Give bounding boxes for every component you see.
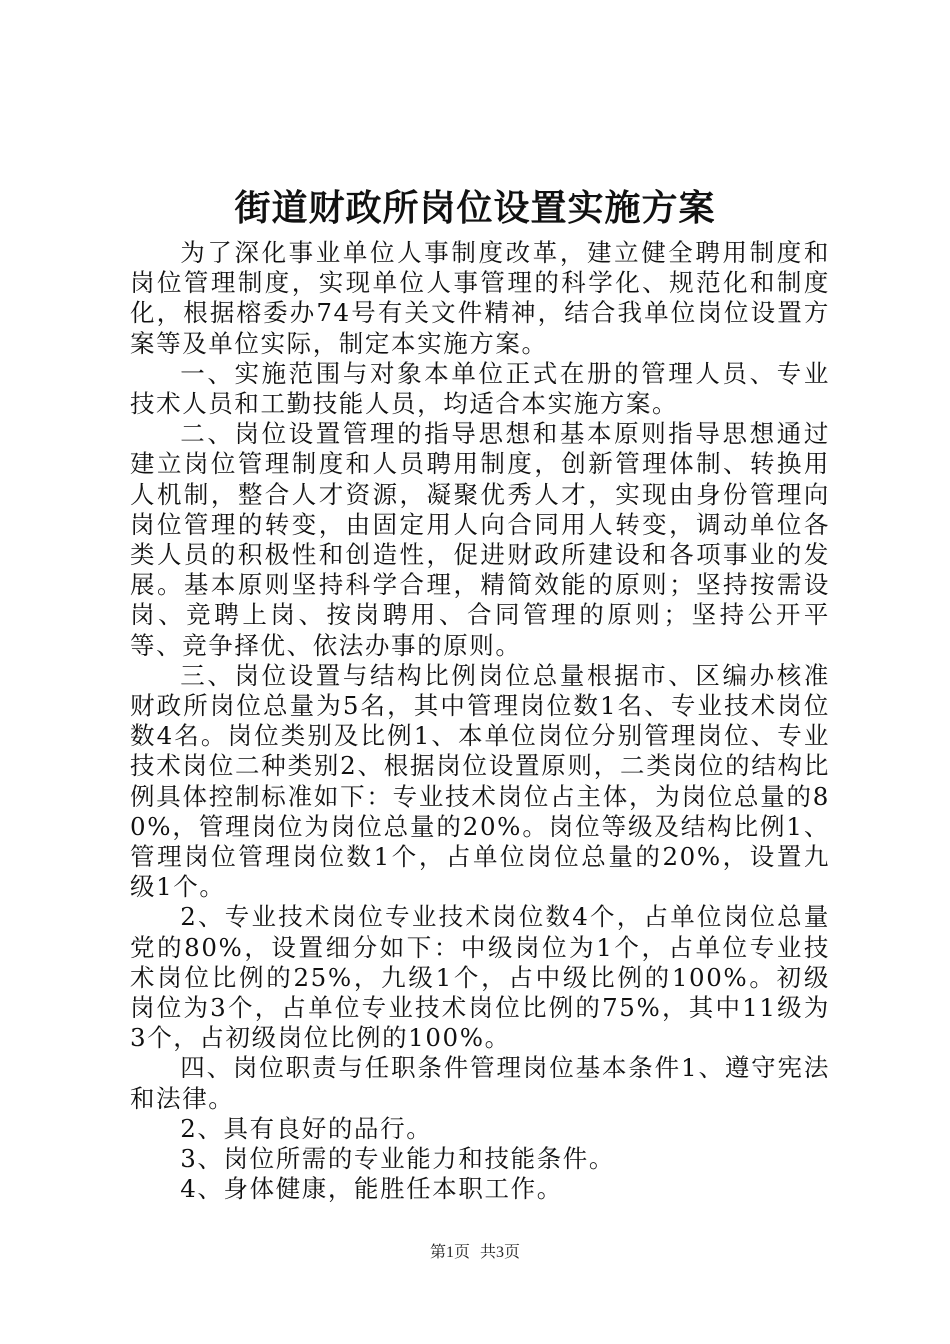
paragraph-section-3-structure: 三、岗位设置与结构比例岗位总量根据市、区编办核准财政所岗位总量为5名，其中管理岗位数1名、专业技术岗位数4名。岗位类别及比例1、本单位岗位分别管理岗位、专业技术岗位二种类别2、根据岗位设置原则，二类岗位的结构比例具体控制标准如下：专业技术岗位占主体，为岗位总量的80%，管理岗位为岗位总量的20%。岗位等级及结构比例1、管理岗位管理岗位数1个，占单位岗位总量的20%，设置九级1个。 <box>130 660 830 902</box>
document-title: 街道财政所岗位设置实施方案 <box>234 187 716 229</box>
document-body <box>130 238 830 1205</box>
paragraph-intro: 为了深化事业单位人事制度改革，建立健全聘用制度和岗位管理制度，实现单位人事管理的科学化、规范化和制度化，根据榕委办74号有关文件精神，结合我单位岗位设置方案等及单位实际，制定本实施方案。 <box>130 238 830 358</box>
paragraph-section-3-technical-posts: 2、专业技术岗位专业技术岗位数4个，占单位岗位总量党的80%，设置细分如下：中级岗位为1个，占单位专业技术岗位比例的25%，九级1个，占中级比例的100%。初级岗位为3个，占单位专业技术岗位比例的75%，其中11级为3个，占初级岗位比例的100%。 <box>130 902 830 1053</box>
paragraph-section-4-duties: 四、岗位职责与任职条件管理岗位基本条件1、遵守宪法和法律。 <box>130 1053 830 1113</box>
paragraph-condition-4: 4、身体健康，能胜任本职工作。 <box>180 1174 563 1204</box>
paragraph-condition-3: 3、岗位所需的专业能力和技能条件。 <box>180 1144 616 1174</box>
paragraph-condition-2: 2、具有良好的品行。 <box>180 1113 433 1143</box>
paragraph-section-1-scope: 一、实施范围与对象本单位正式在册的管理人员、专业技术人员和工勤技能人员，均适合本实施方案。 <box>130 358 830 419</box>
page-footer <box>0 1242 950 1264</box>
page-number-current: 第1页 <box>429 1244 470 1261</box>
page-number-total: 共3页 <box>480 1244 521 1261</box>
paragraph-section-2-principles: 二、岗位设置管理的指导思想和基本原则指导思想通过建立岗位管理制度和人员聘用制度，创新管理体制、转换用人机制，整合人才资源，凝聚优秀人才，实现由身份管理向岗位管理的转变，由固定用人向合同用人转变，调动单位各类人员的积极性和创造性，促进财政所建设和各项事业的发展。基本原则坚持科学合理，精简效能的原则；坚持按需设岗、竞聘上岗、按岗聘用、合同管理的原则；坚持公开平等、竞争择优、依法办事的原则。 <box>130 419 830 660</box>
